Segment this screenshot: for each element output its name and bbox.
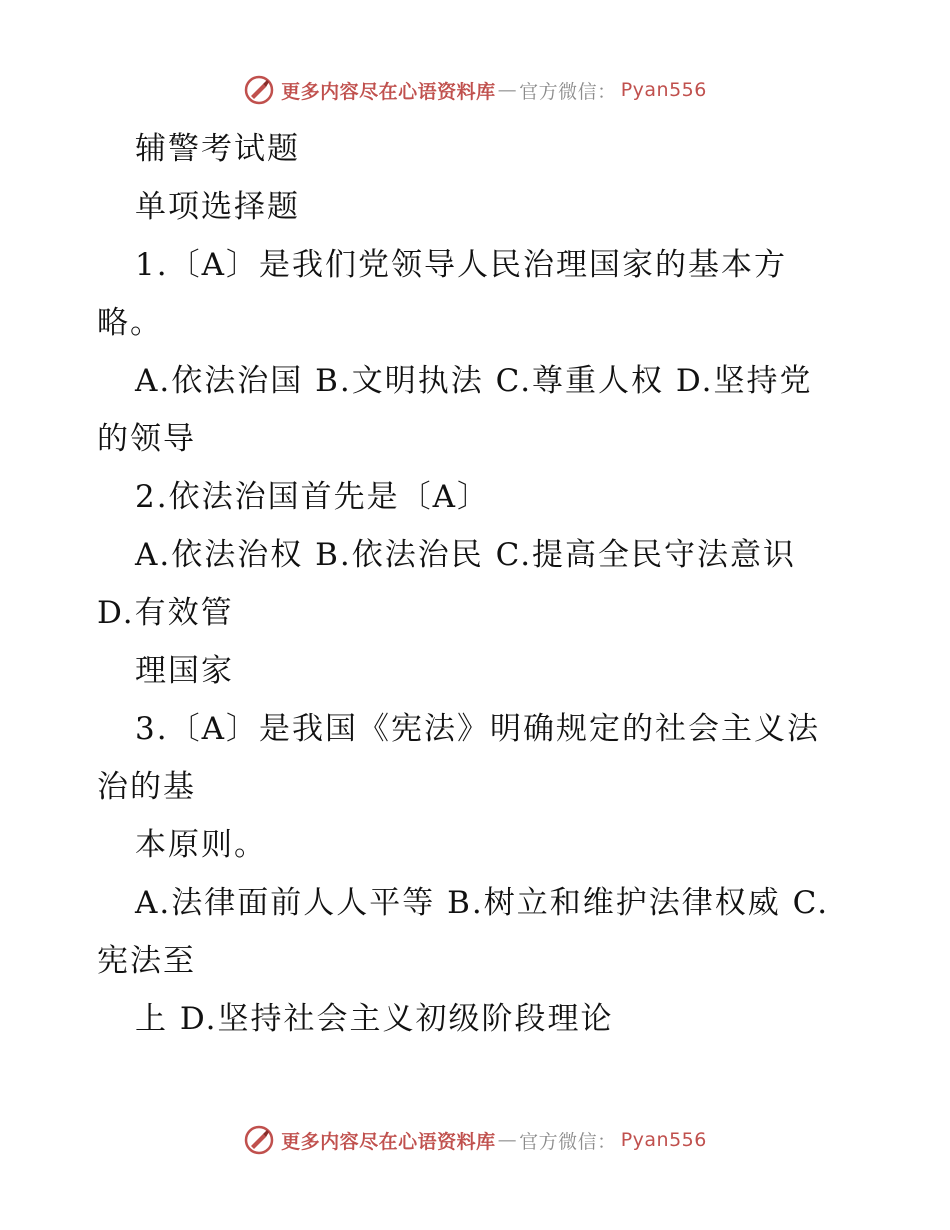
question-3-text: 3.〔A〕是我国《宪法》明确规定的社会主义法 <box>135 711 820 747</box>
question-3-text-cont-2: 本原则。 <box>135 827 267 863</box>
brand-logo-icon <box>243 1124 275 1156</box>
watermark-label: 官方微信： <box>519 1130 617 1153</box>
watermark-label: 官方微信： <box>519 80 617 103</box>
question-3-text-cont: 治的基 <box>97 769 196 805</box>
header-watermark <box>0 70 950 110</box>
watermark-wechat-id: Pyan556 <box>620 79 707 101</box>
question-2-text: 2.依法治国首先是〔A〕 <box>135 479 490 515</box>
watermark-brand: 更多内容尽在心语资料库 <box>281 80 496 103</box>
question-1-text-cont: 略。 <box>97 305 163 341</box>
question-2-options-cont: D.有效管 <box>97 595 234 631</box>
question-1-text: 1.〔A〕是我们党领导人民治理国家的基本方 <box>135 247 787 283</box>
watermark-separator: — <box>497 79 518 101</box>
doc-title: 辅警考试题 <box>135 131 300 167</box>
brand-logo-icon <box>243 74 275 106</box>
document-body <box>97 120 857 1048</box>
question-2-options-cont-2: 理国家 <box>135 653 234 689</box>
question-1-options-cont: 的领导 <box>97 421 196 457</box>
watermark-wechat-id: Pyan556 <box>620 1129 707 1151</box>
watermark-separator: — <box>497 1129 518 1151</box>
question-1-options: A.依法治国 B.文明执法 C.尊重人权 D.坚持党 <box>135 363 813 399</box>
question-3-options-cont-2: 上 D.坚持社会主义初级阶段理论 <box>135 1001 614 1037</box>
footer-watermark <box>0 1120 950 1160</box>
section-heading: 单项选择题 <box>135 189 300 225</box>
question-2-options: A.依法治权 B.依法治民 C.提高全民守法意识 <box>135 537 797 573</box>
question-3-options-cont: 宪法至 <box>97 943 196 979</box>
watermark-brand: 更多内容尽在心语资料库 <box>281 1130 496 1153</box>
question-3-options: A.法律面前人人平等 B.树立和维护法律权威 C. <box>135 885 830 921</box>
